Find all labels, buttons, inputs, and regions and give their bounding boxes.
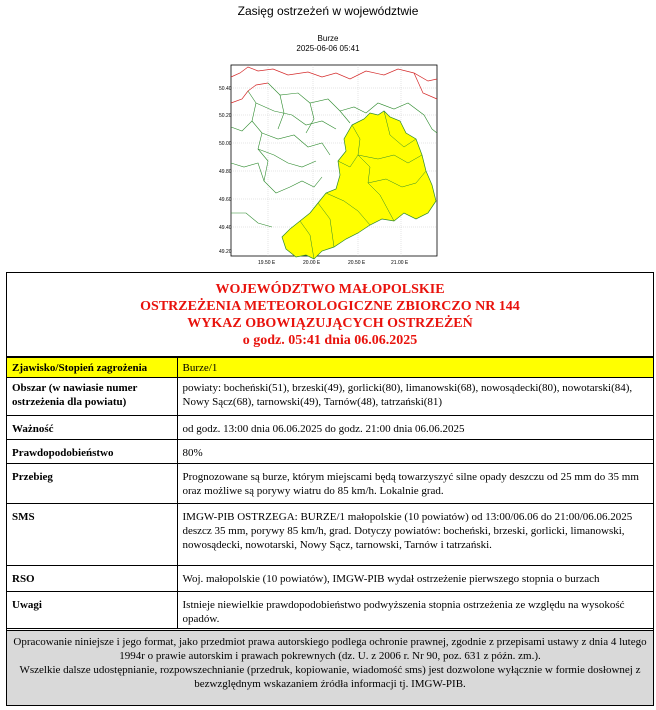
row-value: Woj. małopolskie (10 powiatów), IMGW-PIB wydał ostrzeżenie pierwszego stopnia o burzach	[177, 566, 653, 592]
document-title-block	[7, 273, 653, 357]
table-row-probability	[7, 440, 653, 464]
map-phenomenon-label: Burze	[317, 34, 339, 43]
y-tick-label: 49.60	[219, 197, 232, 203]
y-tick-label: 50.00	[219, 141, 232, 147]
copyright-footer	[7, 630, 653, 705]
warning-map-svg	[218, 63, 440, 269]
row-value: 80%	[177, 440, 653, 464]
title-line-region: WOJEWÓDZTWO MAŁOPOLSKIE	[215, 282, 445, 297]
row-value: powiaty: bocheński(51), brzeski(49), gorlicki(80), limanowski(68), nowosądecki(80), nowotarski(84), Nowy Sącz(68), tarnowski(49), Tarnów(48), tatrzański(81)	[177, 378, 653, 416]
table-row-rso	[7, 566, 653, 592]
row-value: Istnieje niewielkie prawdopodobieństwo podwyższenia stopnia ostrzeżenia ze względu na wysokość opadów.	[177, 592, 653, 629]
x-tick-label: 20.50 E	[348, 260, 366, 266]
title-line-list: WYKAZ OBOWIĄZUJĄCYCH OSTRZEŻEŃ	[187, 316, 473, 331]
y-tick-label: 50.40	[219, 86, 232, 92]
table-row-sms	[7, 504, 653, 566]
warning-table	[7, 357, 653, 629]
row-label: Prawdopodobieństwo	[7, 440, 177, 464]
x-tick-label: 21.00 E	[391, 260, 409, 266]
y-tick-label: 49.40	[219, 225, 232, 231]
table-row-validity	[7, 416, 653, 440]
y-tick-label: 49.20	[219, 249, 232, 255]
page-title: Zasięg ostrzeżeń w województwie	[237, 4, 419, 18]
row-label: RSO	[7, 566, 177, 592]
warning-map	[218, 63, 440, 269]
table-row-remarks	[7, 592, 653, 629]
x-tick-label: 20.00 E	[303, 260, 321, 266]
y-tick-label: 49.80	[219, 169, 232, 175]
row-value: Burze/1	[177, 358, 653, 378]
row-label: Obszar (w nawiasie numer ostrzeżenia dla powiatu)	[7, 378, 177, 416]
table-row-course	[7, 464, 653, 504]
row-label: Uwagi	[7, 592, 177, 629]
row-value: IMGW-PIB OSTRZEGA: BURZE/1 małopolskie (10 powiatów) od 13:00/06.06 do 21:00/06.06.2025 deszcz 35 mm, porywy 85 km/h, grad. Dotyczy powiatów: bocheński, brzeski, gorlicki, limanowski, nowosądecki, nowotarski, Nowy Sącz, tarnowski, Tarnów i tatrzański.	[177, 504, 653, 566]
y-tick-label: 50.20	[219, 113, 232, 119]
copyright-notice: Opracowanie niniejsze i jego format, jako przedmiot prawa autorskiego podlega ochronie prawnej, zgodnie z przepisami ustawy z dnia 4 lutego 1994r o prawie autorskim i prawach pokrewnych (dz. U. z 2006 r. Nr 90, poz. 631 z późn. zm.).	[13, 636, 647, 662]
title-line-warnings: OSTRZEŻENIA METEOROLOGICZNE ZBIORCZO NR 144	[140, 299, 520, 314]
redistribution-notice: Wszelkie dalsze udostępnianie, rozpowszechnianie (przedruk, kopiowanie, wiadomość sms) jest dozwolone wyłącznie w formie dosłownej z bezwzględnym wskazaniem źródła informacji tj. IMGW-PIB.	[19, 664, 641, 690]
title-line-time: o godz. 05:41 dnia 06.06.2025	[242, 333, 418, 348]
table-row-phenomenon	[7, 358, 653, 378]
warning-document	[6, 272, 654, 706]
row-label: Ważność	[7, 416, 177, 440]
row-label: Przebieg	[7, 464, 177, 504]
x-tick-label: 19.50 E	[258, 260, 276, 266]
map-datetime-label: 2025-06-06 05:41	[296, 44, 360, 53]
table-row-area	[7, 378, 653, 416]
row-value: od godz. 13:00 dnia 06.06.2025 do godz. 21:00 dnia 06.06.2025	[177, 416, 653, 440]
row-label: Zjawisko/Stopień zagrożenia	[7, 358, 177, 378]
row-value: Prognozowane są burze, którym miejscami będą towarzyszyć silne opady deszczu od 25 mm do 35 mm oraz możliwe są porywy wiatru do 85 km/h. Lokalnie grad.	[177, 464, 653, 504]
row-label: SMS	[7, 504, 177, 566]
